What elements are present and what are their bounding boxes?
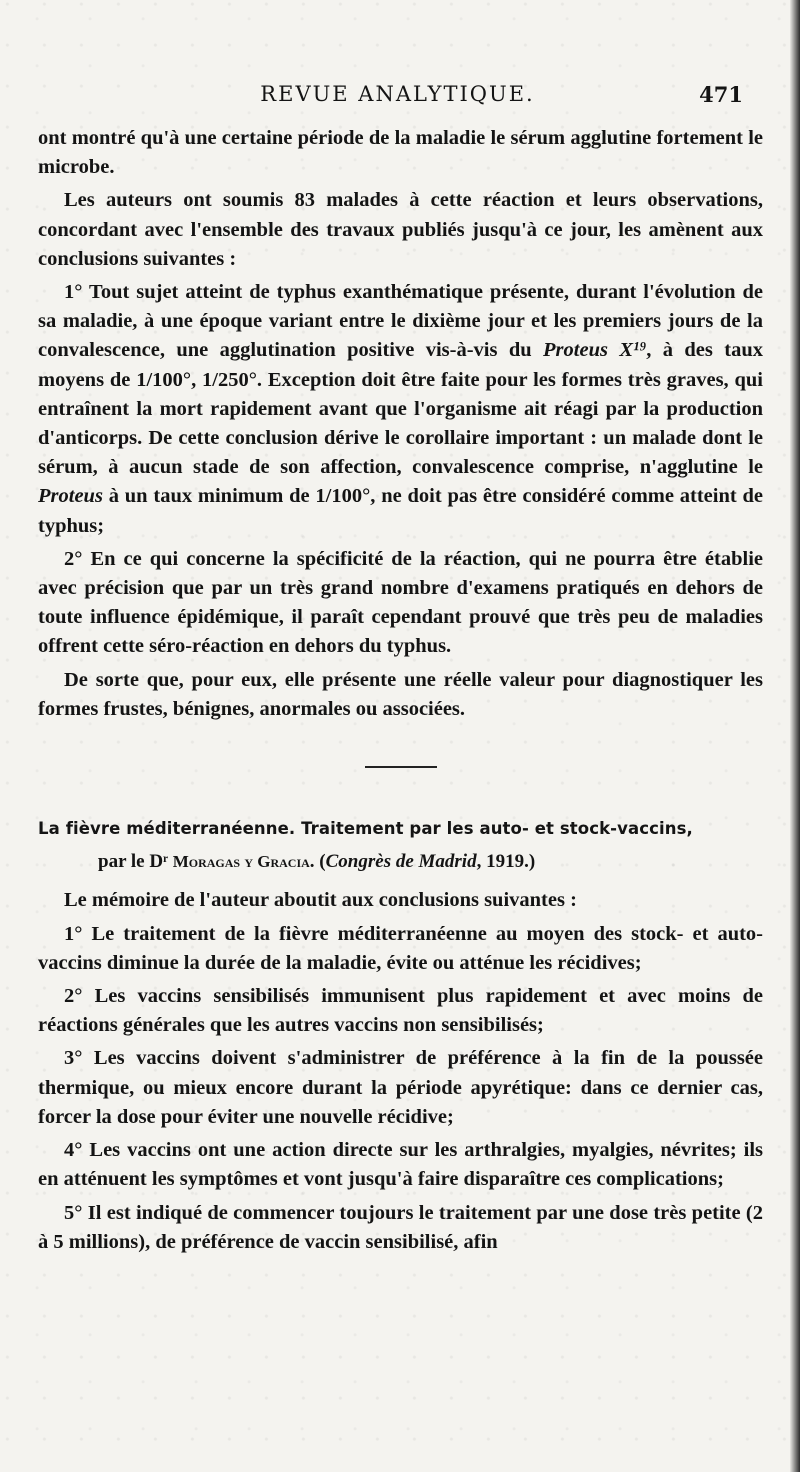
text-run: , à des taux moyens de 1/100°, 1/250°. Exception doit être faite pour les formes très graves, qui entraînent la mort rapidement avant que l'organisme ait réagi par la production d'anticorps. De cette conclusion dérive le corollaire important : un malade dont le sérum, à aucun stade de son affection, convalescence comprise, n'agglutine le <box>38 339 763 479</box>
page-header <box>40 82 755 112</box>
running-title: REVUE ANALYTIQUE. <box>260 82 535 106</box>
page-number: 471 <box>699 82 743 107</box>
italic-proteus: Proteus <box>38 485 103 508</box>
byline-source: Congrès de Madrid <box>325 851 477 873</box>
paragraph-conclusion-2: 2° En ce qui concerne la spécificité de la réaction, qui ne pourra être établie avec précision que par un très grand nombre d'examens pratiqués en dehors de toute influence épidémique, il paraît cependant prouvé que très peu de maladies offrent cette séro-réaction en dehors du typhus. <box>38 547 763 658</box>
paragraph-conclusion-1 <box>38 278 763 541</box>
text-run: à un taux minimum de 1/100°, ne doit pas être considéré comme atteint de typhus; <box>38 485 763 537</box>
paragraph-point-5: 5° Il est indiqué de commencer toujours le traitement par une dose très petite (2 à 5 millions), de préférence de vaccin sensibilisé, afin <box>38 1201 763 1253</box>
byline-year: , 1919.) <box>476 851 536 873</box>
paragraph-memoire-intro: Le mémoire de l'auteur aboutit aux conclusions suivantes : <box>64 889 577 912</box>
text-run: 1° Tout sujet atteint de typhus exanthématique présente, durant l'évolution de sa maladie, à une époque variant entre le dixième jour et les premiers jours de la convalescence, une agglutination positive vis-à-vis du <box>38 281 763 362</box>
byline-mid: . ( <box>309 851 326 873</box>
page-edge-shadow <box>790 0 800 1472</box>
paragraph-point-2: 2° Les vaccins sensibilisés immunisent plus rapidement et avec moins de réactions générales que les autres vaccins non sensibilisés; <box>38 985 763 1037</box>
byline-authors: Moragas y Gracia <box>172 852 310 872</box>
paragraph-point-1: 1° Le traitement de la fièvre méditerranéenne au moyen des stock- et auto-vaccins diminue la durée de la maladie, évite ou atténue les récidives; <box>38 922 763 974</box>
article-title: La fièvre méditerranéenne. Traitement par les auto- et stock-vaccins, <box>38 819 693 839</box>
paragraph-summary: De sorte que, pour eux, elle présente une réelle valeur pour diagnostiquer les formes frustes, bénignes, anormales ou associées. <box>38 668 763 720</box>
byline-prefix: par le Dʳ <box>98 851 173 873</box>
italic-proteus: Proteus X¹⁹ <box>543 339 647 362</box>
paragraph-point-4: 4° Les vaccins ont une action directe sur les arthralgies, myalgies, névrites; ils en atténuent les symptômes et vont jusqu'à faire disparaître ces complications; <box>38 1139 763 1191</box>
paragraph-intro: Les auteurs ont soumis 83 malades à cette réaction et leurs observations, concordant avec l'ensemble des travaux publiés jusqu'à ce jour, les amènent aux conclusions suivantes : <box>38 189 763 270</box>
paragraph-continuation: ont montré qu'à une certaine période de la maladie le sérum agglutine fortement le microbe. <box>38 127 763 179</box>
article-byline <box>38 847 763 876</box>
paragraph-point-3: 3° Les vaccins doivent s'administrer de préférence à la fin de la poussée thermique, ou mieux encore durant la période apyrétique: dans ce dernier cas, forcer la dose pour éviter une nouvelle récidive; <box>38 1047 763 1128</box>
section-divider <box>365 766 437 768</box>
body-text <box>38 124 763 1261</box>
